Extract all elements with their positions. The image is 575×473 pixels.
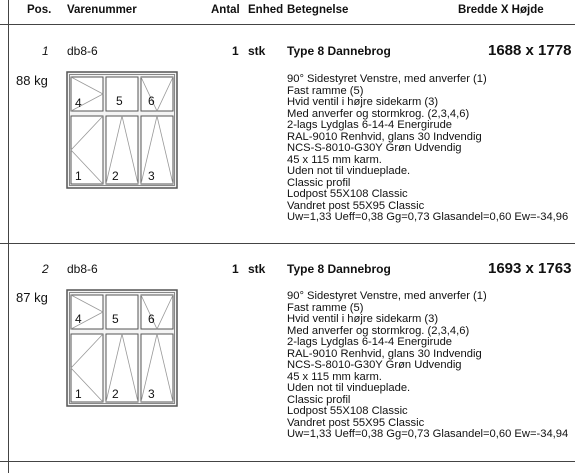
description-line: RAL-9010 Renhvid, glans 30 Indvendig [287, 130, 482, 143]
description-line: Lodpost 55X108 Classic [287, 405, 408, 417]
item-description [287, 74, 568, 224]
sash-label: 4 [75, 312, 82, 326]
description-line: 45 x 115 mm karm. [287, 370, 382, 383]
description-line: Uw=1,33 Ueff=0,38 Gg=0,73 Glasandel=0,60 Ew=-34,96 [287, 211, 569, 223]
column-header-enhed: Enhed [248, 4, 284, 16]
sash-label: 4 [75, 96, 82, 110]
description-line: 2-lags Lydglas 6-14-4 Energirude [287, 119, 453, 131]
column-header-antal: Antal [211, 4, 240, 16]
item-title: Type 8 Dannebrog [287, 44, 391, 58]
item-varenummer: db8-6 [67, 262, 98, 276]
description-line: Lodpost 55X108 Classic [287, 188, 408, 200]
description-line: Vandret post 55X95 Classic [287, 199, 425, 212]
description-line: Vandret post 55X95 Classic [287, 416, 425, 429]
description-line: RAL-9010 Renhvid, glans 30 Indvendig [287, 347, 482, 360]
sash-label: 5 [112, 312, 119, 326]
item-weight: 87 kg [16, 290, 48, 305]
item-dimensions: 1688 x 1778 [488, 42, 572, 59]
column-header-pos: Pos. [27, 4, 52, 16]
sash-label: 2 [112, 387, 119, 401]
sash-label: 6 [148, 312, 155, 326]
item-divider [0, 461, 575, 462]
sash-label: 5 [116, 94, 123, 108]
sash-label: 2 [112, 169, 119, 183]
description-line: Uden not til vindueplade. [287, 382, 411, 394]
item-pos: 2 [42, 262, 49, 276]
sash-label: 1 [75, 387, 82, 401]
left-margin-line [8, 0, 9, 473]
description-line: Classic profil [287, 176, 351, 189]
item-weight: 88 kg [16, 73, 48, 88]
description-line: 2-lags Lydglas 6-14-4 Energirude [287, 336, 453, 348]
column-header-betegnelse: Betegnelse [287, 4, 349, 16]
description-line: Uw=1,33 Ueff=0,38 Gg=0,73 Glasandel=0,60 Ew=-34,94 [287, 428, 569, 440]
description-line: NCS-S-8010-G30Y Grøn Udvendig [287, 359, 462, 371]
column-header-dims: Bredde X Højde [458, 4, 544, 16]
sash-label: 1 [75, 169, 82, 183]
item-enhed: stk [248, 44, 266, 58]
item-pos: 1 [42, 44, 49, 58]
description-line: Hvid ventil i højre sidekarm (3) [287, 96, 439, 108]
window-drawing [66, 289, 178, 407]
column-header-varenummer: Varenummer [67, 4, 137, 16]
sash-label: 6 [148, 94, 155, 108]
sash-label: 3 [148, 169, 155, 183]
description-line: Med anverfer og stormkrog. (2,3,4,6) [287, 107, 470, 120]
item-title: Type 8 Dannebrog [287, 262, 391, 276]
description-line: Med anverfer og stormkrog. (2,3,4,6) [287, 324, 470, 337]
sash-label: 3 [148, 387, 155, 401]
item-description [287, 291, 568, 441]
description-line: Fast ramme (5) [287, 84, 364, 97]
item-divider [0, 243, 575, 244]
description-line: Classic profil [287, 393, 351, 406]
item-antal: 1 [232, 262, 239, 276]
header-divider [0, 24, 575, 25]
description-line: Uden not til vindueplade. [287, 165, 411, 177]
item-antal: 1 [232, 44, 239, 58]
description-line: Hvid ventil i højre sidekarm (3) [287, 313, 439, 325]
description-line: Fast ramme (5) [287, 301, 364, 314]
window-drawing [66, 71, 178, 189]
description-line: 90° Sidestyret Venstre, med anverfer (1) [287, 290, 487, 302]
description-line: NCS-S-8010-G30Y Grøn Udvendig [287, 142, 462, 154]
item-dimensions: 1693 x 1763 [488, 260, 572, 277]
item-varenummer: db8-6 [67, 44, 98, 58]
item-enhed: stk [248, 262, 266, 276]
description-line: 45 x 115 mm karm. [287, 153, 382, 166]
description-line: 90° Sidestyret Venstre, med anverfer (1) [287, 73, 487, 85]
